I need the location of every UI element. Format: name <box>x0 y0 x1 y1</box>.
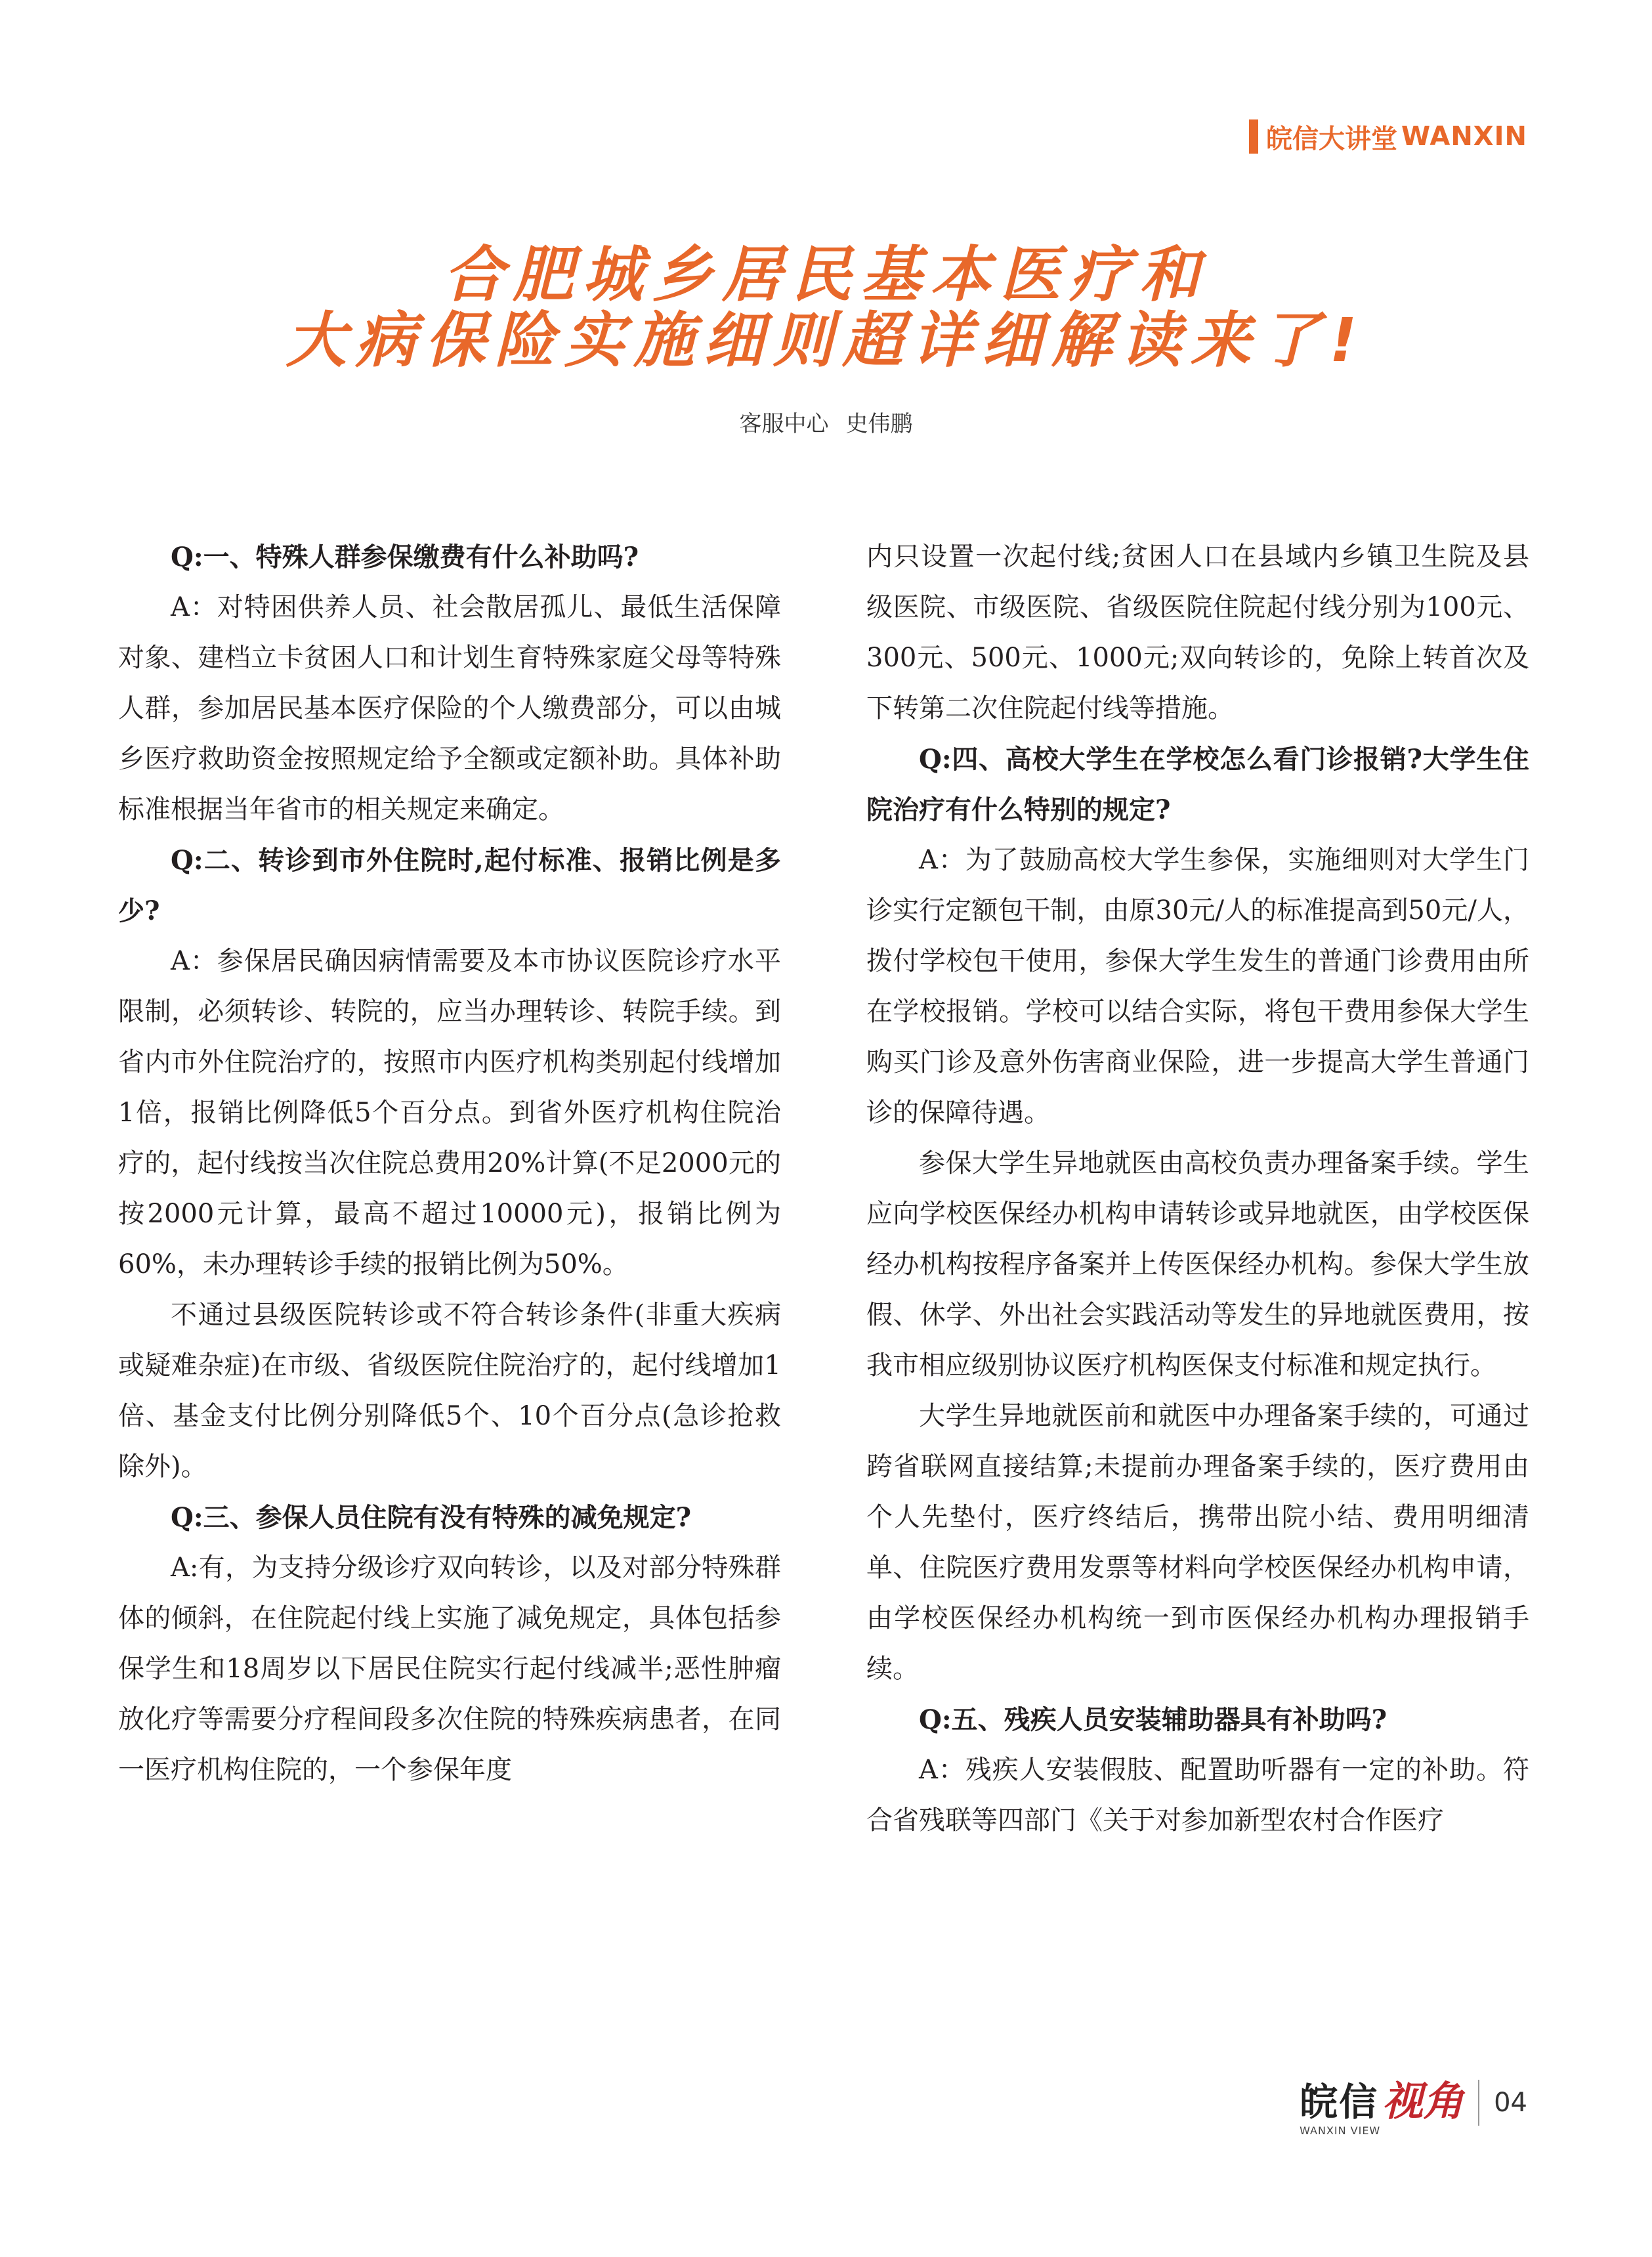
answer-4: A：为了鼓励高校大学生参保，实施细则对大学生门诊实行定额包干制，由原30元/人的标准提高到50元/人，拨付学校包干使用，参保大学生发生的普通门诊费用由所在学校报销。学校可以结合实际，将包干费用参保大学生购买门诊及意外伤害商业保险，进一步提高大学生普通门诊的保障待遇。 <box>866 845 1529 1128</box>
masthead-accent-bar <box>1249 119 1258 154</box>
answer-2: A：参保居民确因病情需要及本市协议医院诊疗水平限制，必须转诊、转院的，应当办理转诊、转院手续。到省内市外住院治疗的，按照市内医疗机构类别起付线增加1倍，报销比例降低5个百分点。到省外医疗机构住院治疗的，起付线按当次住院总费用20%计算(不足2000元的按2000元计算，最高不超过10000元)，报销比例为60%，未办理转诊手续的报销比例为50%。 <box>118 946 781 1279</box>
byline-department: 客服中心 <box>739 411 829 437</box>
section-name: 皖信大讲堂 <box>1266 123 1398 154</box>
logo-subtitle: WANXIN VIEW <box>1300 2124 1381 2137</box>
right-column <box>866 532 1529 1846</box>
byline <box>0 406 1652 438</box>
answer-4-paragraph-3: 大学生异地就医前和就医中办理备案手续的，可通过跨省联网直接结算;未提前办理备案手续的，医疗费用由个人先垫付，医疗终结后，携带出院小结、费用明细清单、住院医疗费用发票等材料向学校医保经办机构申请，由学校医保经办机构统一到市医保经办机构办理报销手续。 <box>866 1401 1529 1684</box>
answer-4-paragraph-2: 参保大学生异地就医由高校负责办理备案手续。学生应向学校医保经办机构申请转诊或异地就医，由学校医保经办机构按程序备案并上传医保经办机构。参保大学生放假、休学、外出社会实践活动等发生的异地就医费用，按我市相应级别协议医疗机构医保支付标准和规定执行。 <box>866 1148 1529 1381</box>
logo-text-wanxin: 皖信 <box>1300 2080 1379 2124</box>
byline-author: 史伟鹏 <box>845 411 913 437</box>
question-2: Q:二、转诊到市外住院时,起付标准、报销比例是多少? <box>118 845 781 926</box>
article-title-line-1: 合肥城乡居民基本医疗和 <box>443 240 1209 310</box>
page-footer <box>1300 2073 1527 2137</box>
answer-5: A：残疾人安装假肢、配置助听器有一定的补助。符合省残联等四部门《关于对参加新型农村合作医疗 <box>866 1755 1529 1836</box>
left-column <box>118 532 781 1795</box>
article-title-line-2: 大病保险实施细则超详细解读来了! <box>286 305 1366 376</box>
answer-2-paragraph-2: 不通过县级医院转诊或不符合转诊条件(非重大疾病或疑难杂症)在市级、省级医院住院治疗的，起付线增加1倍、基金支付比例分别降低5个、10个百分点(急诊抢救除外)。 <box>118 1300 781 1482</box>
answer-3: A:有，为支持分级诊疗双向转诊，以及对部分特殊群体的倾斜，在住院起付线上实施了减免规定，具体包括参保学生和18周岁以下居民住院实行起付线减半;恶性肿瘤放化疗等需要分疗程间段多次住院的特殊疾病患者，在同一医疗机构住院的，一个参保年度 <box>118 1553 781 1785</box>
answer-3-continued: 内只设置一次起付线;贫困人口在县域内乡镇卫生院及县级医院、市级医院、省级医院住院起付线分别为100元、300元、500元、1000元;双向转诊的，免除上转首次及下转第二次住院起付线等措施。 <box>866 542 1529 723</box>
footer-divider <box>1478 2080 1479 2126</box>
question-3: Q:三、参保人员住院有没有特殊的减免规定? <box>171 1502 692 1533</box>
section-name-en: WANXIN <box>1401 121 1527 152</box>
section-masthead <box>1249 117 1527 156</box>
magazine-logo <box>1300 2069 1464 2137</box>
question-4: Q:四、高校大学生在学校怎么看门诊报销?大学生住院治疗有什么特别的规定? <box>866 744 1529 825</box>
answer-1: A：对特困供养人员、社会散居孤儿、最低生活保障对象、建档立卡贫困人口和计划生育特殊家庭父母等特殊人群，参加居民基本医疗保险的个人缴费部分，可以由城乡医疗救助资金按照规定给予全额或定额补助。具体补助标准根据当年省市的相关规定来确定。 <box>118 592 781 825</box>
page-number: 04 <box>1494 2088 1527 2118</box>
question-1: Q:一、特殊人群参保缴费有什么补助吗? <box>171 542 639 572</box>
logo-text-shijiao: 视角 <box>1382 2077 1464 2125</box>
question-5: Q:五、残疾人员安装辅助器具有补助吗? <box>919 1704 1387 1735</box>
